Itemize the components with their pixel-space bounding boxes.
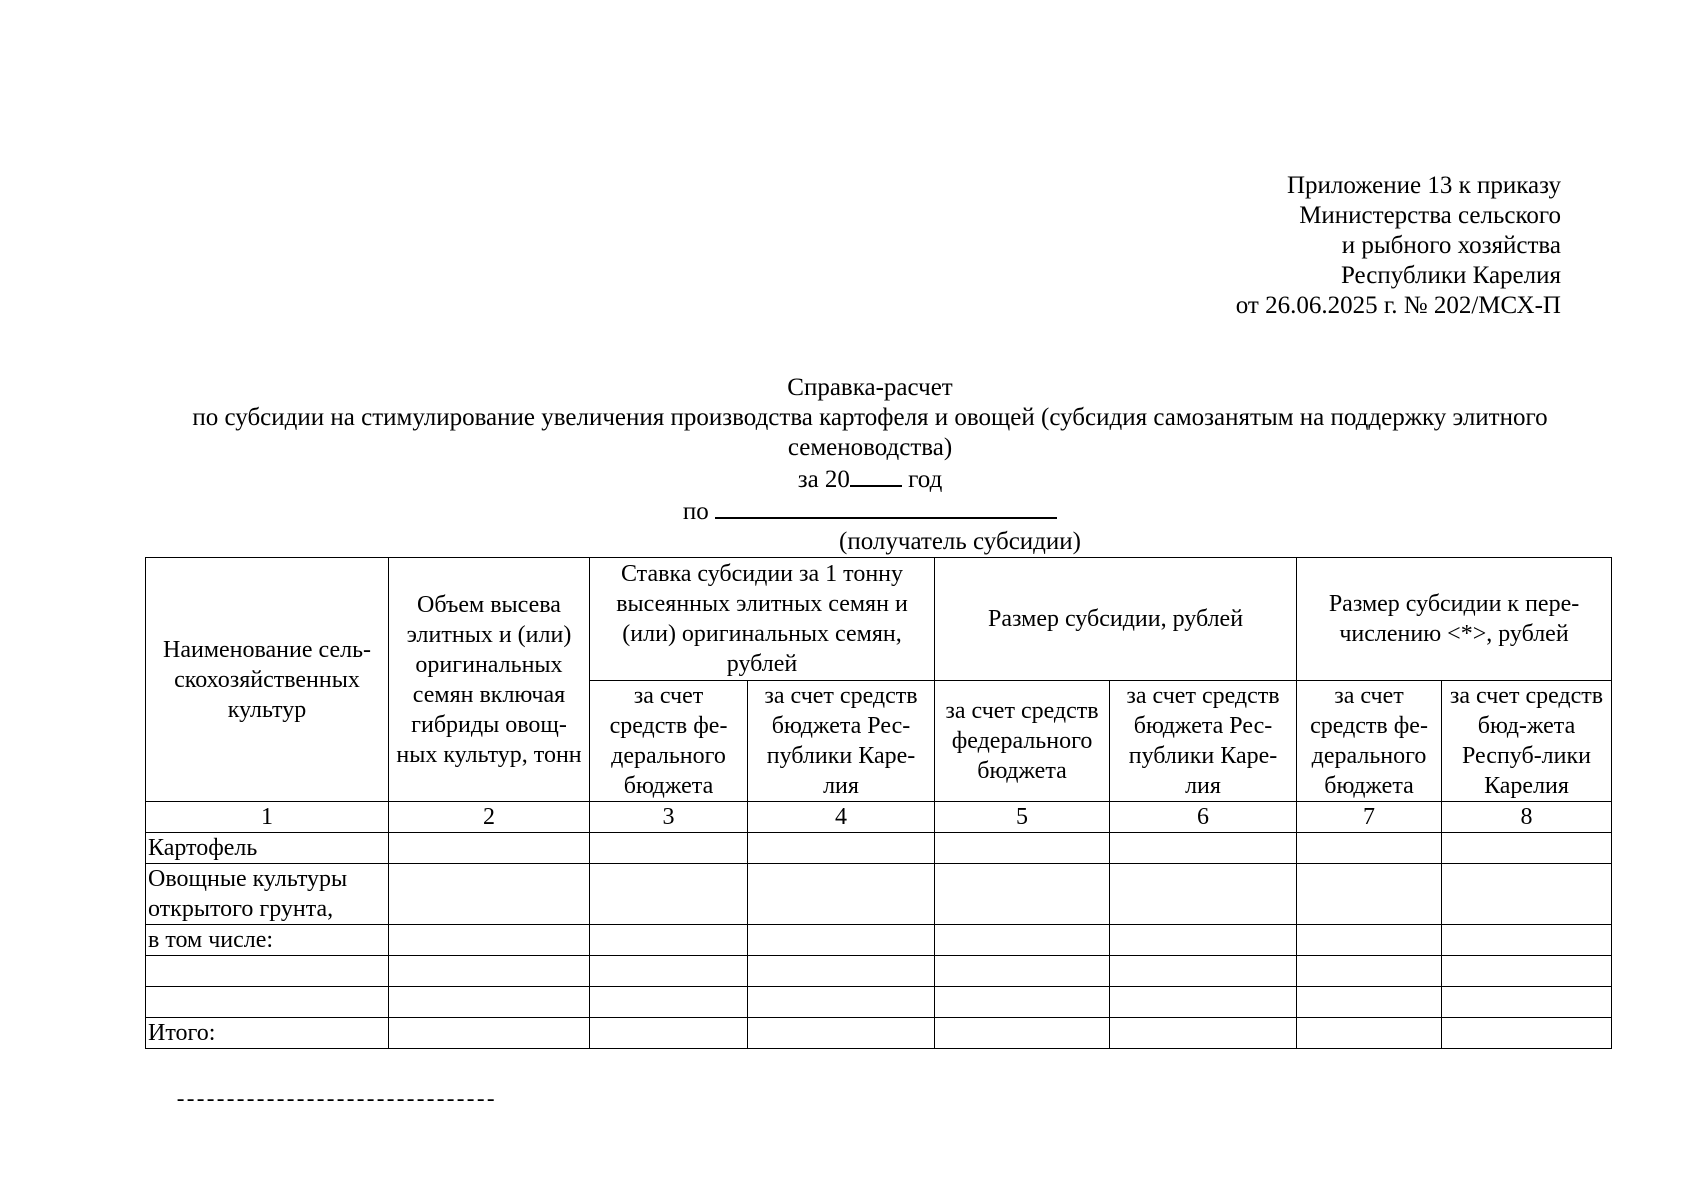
table-cell[interactable] <box>1442 956 1612 987</box>
table-cell[interactable] <box>389 987 590 1018</box>
column-number: 4 <box>748 802 935 833</box>
table-cell[interactable] <box>590 987 748 1018</box>
document-subtitle: по субсидии на стимулирование увеличения производства картофеля и овощей (субсидия самозанятым на поддержку элитного семеноводства) <box>192 404 1548 461</box>
table-cell[interactable] <box>1442 864 1612 925</box>
header-transfer-regional: за счет средств бюд-жета Респуб-лики Карелия <box>1442 681 1612 802</box>
table-cell[interactable] <box>1297 925 1442 956</box>
table-cell[interactable] <box>1442 1018 1612 1049</box>
table-cell[interactable] <box>389 833 590 864</box>
table-cell[interactable] <box>590 1018 748 1049</box>
recipient-caption: (получатель субсидии) <box>839 528 1081 555</box>
header-transfer-federal: за счет средств фе-дерального бюджета <box>1297 681 1442 802</box>
table-cell[interactable] <box>748 864 935 925</box>
year-suffix: год <box>901 466 943 493</box>
row-label-blank[interactable] <box>146 956 389 987</box>
appendix-block <box>1236 171 1561 321</box>
subsidy-table <box>145 557 1612 1049</box>
header-rate-federal: за счет средств фе-дерального бюджета <box>590 681 748 802</box>
header-amount-federal: за счет средств федерального бюджета <box>935 681 1110 802</box>
header-rate-group: Ставка субсидии за 1 тонну высеянных элитных семян и (или) оригинальных семян, рублей <box>590 558 935 681</box>
row-label-including: в том числе: <box>146 925 389 956</box>
table-cell[interactable] <box>1442 925 1612 956</box>
row-label-total: Итого: <box>146 1018 389 1049</box>
column-number: 2 <box>389 802 590 833</box>
table-cell[interactable] <box>1297 987 1442 1018</box>
year-blank-field[interactable] <box>850 463 902 487</box>
header-crop-name: Наименование сель-скохозяйственных культур <box>146 558 389 802</box>
table-row-total <box>146 1018 1612 1049</box>
table-cell[interactable] <box>389 925 590 956</box>
table-cell[interactable] <box>748 987 935 1018</box>
table-cell[interactable] <box>590 833 748 864</box>
table-cell[interactable] <box>1110 864 1297 925</box>
table-row-vegetables <box>146 864 1612 925</box>
table-cell[interactable] <box>1442 833 1612 864</box>
table-cell[interactable] <box>935 987 1110 1018</box>
table-cell[interactable] <box>935 1018 1110 1049</box>
table-cell[interactable] <box>1297 956 1442 987</box>
document-title: Справка-расчет <box>787 374 953 401</box>
table-cell[interactable] <box>1110 987 1297 1018</box>
table-cell[interactable] <box>389 864 590 925</box>
footnote-separator: -------------------------------- <box>174 1088 495 1113</box>
header-transfer-group: Размер субсидии к пере-числению <*>, рублей <box>1297 558 1612 681</box>
table-cell[interactable] <box>1110 833 1297 864</box>
table-cell[interactable] <box>1297 1018 1442 1049</box>
table-cell[interactable] <box>1110 956 1297 987</box>
appendix-line-4: Республики Карелия <box>1340 262 1561 289</box>
header-row-1 <box>146 558 1612 681</box>
table-cell[interactable] <box>590 925 748 956</box>
table-cell[interactable] <box>389 956 590 987</box>
column-number: 1 <box>146 802 389 833</box>
table-row-potato <box>146 833 1612 864</box>
column-number: 6 <box>1110 802 1297 833</box>
row-label-blank[interactable] <box>146 987 389 1018</box>
table-cell[interactable] <box>935 925 1110 956</box>
year-prefix: за 20 <box>797 466 850 493</box>
recipient-prefix: по <box>682 498 716 525</box>
table-cell[interactable] <box>389 1018 590 1049</box>
header-sowing-volume: Объем высева элитных и (или) оригинальных семян включая гибриды овощ-ных культур, тонн <box>389 558 590 802</box>
table-cell[interactable] <box>935 956 1110 987</box>
appendix-line-5: от 26.06.2025 г. № 202/МСХ-П <box>1235 292 1561 319</box>
row-label-vegetables: Овощные культуры открытого грунта, <box>146 864 389 925</box>
table-cell[interactable] <box>748 1018 935 1049</box>
table-cell[interactable] <box>590 956 748 987</box>
table-row-blank <box>146 956 1612 987</box>
header-amount-group: Размер субсидии, рублей <box>935 558 1297 681</box>
column-number: 5 <box>935 802 1110 833</box>
table-cell[interactable] <box>1442 987 1612 1018</box>
column-number: 8 <box>1442 802 1612 833</box>
table-cell[interactable] <box>1110 925 1297 956</box>
table-cell[interactable] <box>935 833 1110 864</box>
appendix-line-1: Приложение 13 к приказу <box>1286 172 1561 199</box>
recipient-blank-field[interactable] <box>715 495 1057 519</box>
table-cell[interactable] <box>935 864 1110 925</box>
row-label-potato: Картофель <box>146 833 389 864</box>
header-amount-regional: за счет средств бюджета Рес-публики Каре-лия <box>1110 681 1297 802</box>
table-cell[interactable] <box>1297 833 1442 864</box>
document-header <box>150 373 1590 557</box>
table-row-blank <box>146 987 1612 1018</box>
table-cell[interactable] <box>1110 1018 1297 1049</box>
appendix-line-3: и рыбного хозяйства <box>1341 232 1561 259</box>
table-cell[interactable] <box>590 864 748 925</box>
column-number-row <box>146 802 1612 833</box>
year-line <box>150 463 1590 495</box>
header-rate-regional: за счет средств бюджета Рес-публики Каре-лия <box>748 681 935 802</box>
table-row-including <box>146 925 1612 956</box>
table-cell[interactable] <box>748 925 935 956</box>
table-cell[interactable] <box>748 956 935 987</box>
appendix-line-2: Министерства сельского <box>1299 202 1561 229</box>
table-cell[interactable] <box>1297 864 1442 925</box>
table-cell[interactable] <box>748 833 935 864</box>
column-number: 7 <box>1297 802 1442 833</box>
column-number: 3 <box>590 802 748 833</box>
recipient-line <box>150 495 1590 527</box>
